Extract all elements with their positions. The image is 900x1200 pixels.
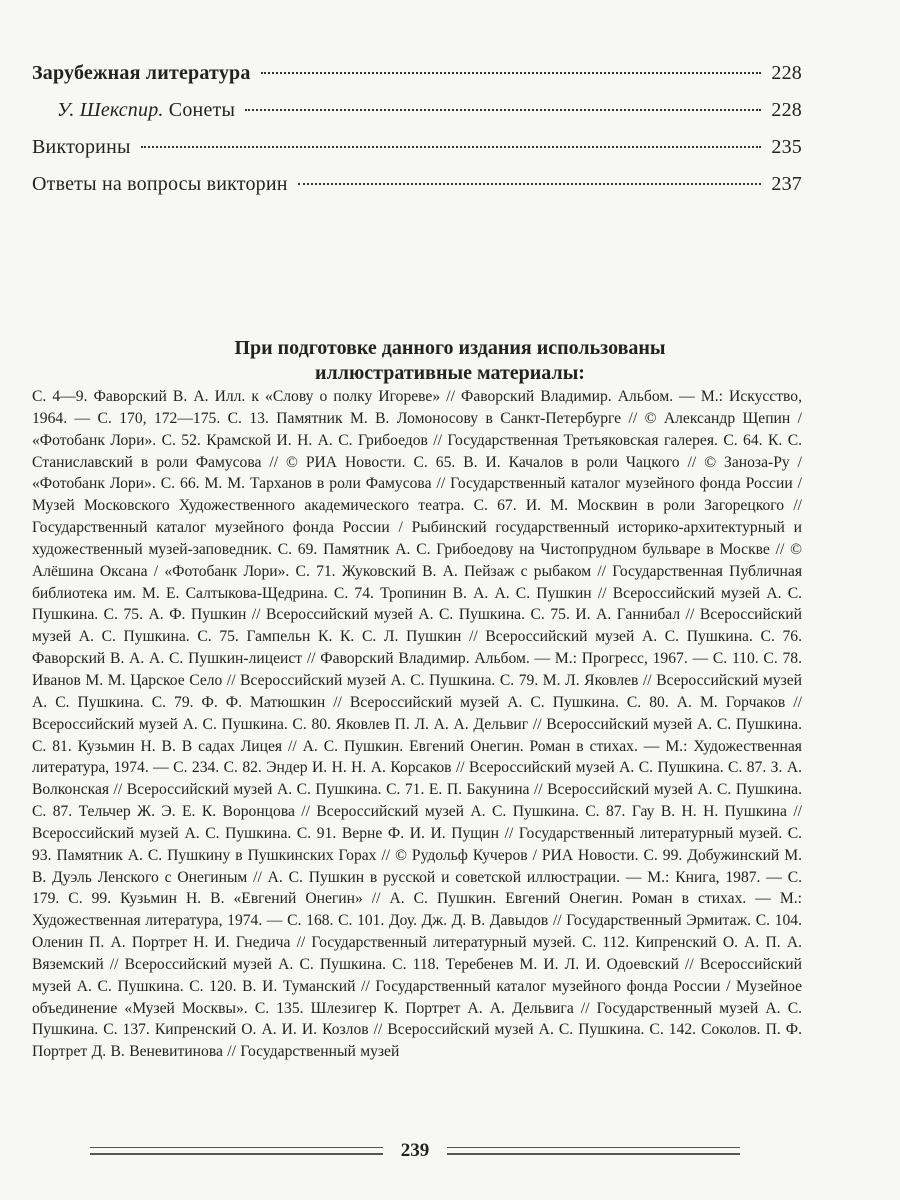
toc-entry-page: 228 [771,62,802,84]
page-footer [90,1136,740,1166]
credits-heading [0,336,900,386]
toc-entry-work: Сонеты [163,99,236,121]
toc-entry [32,99,802,136]
footer-rule-left [90,1147,383,1155]
credits-heading-line: иллюстративные материалы: [315,362,585,384]
credits-text: С. 4—9. Фаворский В. А. Илл. к «Слову о полку Игореве» // Фаворский Владимир. Альбом. — М.: Искусство, 1964. — С. 170, 172—175. С. 13. Памятник М. В. Ломоносову в Санкт-Петербурге // © Александр Щепин / «Фотобанк Лори». С. 52. Крамской И. Н. А. С. Грибоедов // Государственная Третьяковская галерея. С. 64. К. С. Станиславский в роли Фамусова // © РИА Новости. С. 65. В. И. Качалов в роли Чацкого // © Заноза-Ру / «Фотобанк Лори». С. 66. М. М. Тарханов в роли Фамусова // Государственный каталог музейного фонда России / Музей Московского Художественного академического театра. С. 67. И. М. Москвин в роли Загорецкого // Государственный каталог музейного фонда России / Рыбинский государственный историко-архитектурный и художественный музей-заповедник. С. 69. Памятник А. С. Грибоедову на Чистопрудном бульваре в Москве // © Алёшина Оксана / «Фотобанк Лори». С. 71. Жуковский В. А. Пейзаж с рыбаком // Государственная Публичная библиотека им. М. Е. Салтыкова-Щедрина. С. 74. Тропинин В. А. А. С. Пушкин // Всероссийский музей А. С. Пушкина. С. 75. А. Ф. Пушкин // Всероссийский музей А. С. Пушкина. С. 75. И. А. Ганнибал // Всероссийский музей А. С. Пушкина. С. 75. Гампельн К. К. С. Л. Пушкин // Всероссийский музей А. С. Пушкина. С. 76. Фаворский В. А. А. С. Пушкин-лицеист // Фаворский Владимир. Альбом. — М.: Прогресс, 1967. — С. 110. С. 78. Иванов М. М. Царское Село // Всероссийский музей А. С. Пушкина. С. 79. М. Л. Яковлев // Всероссийский музей А. С. Пушкина. С. 79. Ф. Ф. Матюшкин // Всероссийский музей А. С. Пушкина. С. 80. А. М. Горчаков // Всероссийский музей А. С. Пушкина. С. 80. Яковлев П. Л. А. А. Дельвиг // Всероссийский музей А. С. Пушкина. С. 81. Кузьмин Н. В. В садах Лицея // А. С. Пушкин. Евгений Онегин. Роман в стихах. — М.: Художественная литература, 1974. — С. 234. С. 82. Эндер И. Н. Н. А. Корсаков // Всероссийский музей А. С. Пушкина. С. 87. З. А. Волконская // Всероссийский музей А. С. Пушкина. С. 71. Е. П. Бакунина // Всероссийский музей А. С. Пушкина. С. 87. Тельчер Ж. Э. Е. К. Воронцова // Всероссийский музей А. С. Пушкина. С. 87. Гау В. Н. Н. Пушкина // Всероссийский музей А. С. Пушкина. С. 91. Верне Ф. И. И. Пущин // Государственный литературный музей. С. 93. Памятник А. С. Пушкину в Пушкинских Горах // © Рудольф Кучеров / РИА Новости. С. 99. Добужинский М. В. Дуэль Ленского с Онегиным // А. С. Пушкин в русской и советской иллюстрации. — М.: Книга, 1987. — С. 179. С. 99. Кузьмин Н. В. «Евгений Онегин» // А. С. Пушкин. Евгений Онегин. Роман в стихах. — М.: Художественная литература, 1974. — С. 168. С. 101. Доу. Дж. Д. В. Давыдов // Государственный Эрмитаж. С. 104. Оленин П. А. Портрет Н. И. Гнедича // Государственный литературный музей. С. 112. Кипренский О. А. П. А. Вяземский // Всероссийский музей А. С. Пушкина. С. 118. Теребенев М. И. Л. И. Одоевский // Всероссийский музей А. С. Пушкина. С. 120. В. И. Туманский // Государственный каталог музейного фонда России / Музейное объединение «Музей Москвы». С. 135. Шлезигер К. Портрет А. А. Дельвига // Государственный музей А. С. Пушкина. С. 137. Кипренский О. А. И. И. Козлов // Всероссийский музей А. С. Пушкина. С. 142. Соколов. П. Ф. Портрет Д. В. Веневитинова // Государственный музей [32,388,802,1061]
toc-entry-title: Зарубежная литература [32,62,251,84]
toc-entry-title: Викторины [32,136,131,158]
footer-rule-right [447,1147,740,1155]
toc-entry [32,62,802,99]
toc-entry-page: 228 [771,99,802,121]
toc-entry [32,173,802,210]
toc-entry-title [57,99,235,122]
toc-leader-dots [245,109,761,111]
toc-entry-author: У. Шекспир. [57,99,164,121]
table-of-contents [32,62,802,210]
toc-entry-page: 235 [771,136,802,158]
credits-heading-line: При подготовке данного издания использованы [234,337,666,359]
toc-entry-page: 237 [771,173,802,195]
toc-entry [32,136,802,173]
toc-leader-dots [298,183,762,185]
toc-leader-dots [141,146,762,148]
page-number: 239 [400,1140,430,1161]
toc-leader-dots [261,72,762,74]
toc-entry-title: Ответы на вопросы викторин [32,173,288,195]
